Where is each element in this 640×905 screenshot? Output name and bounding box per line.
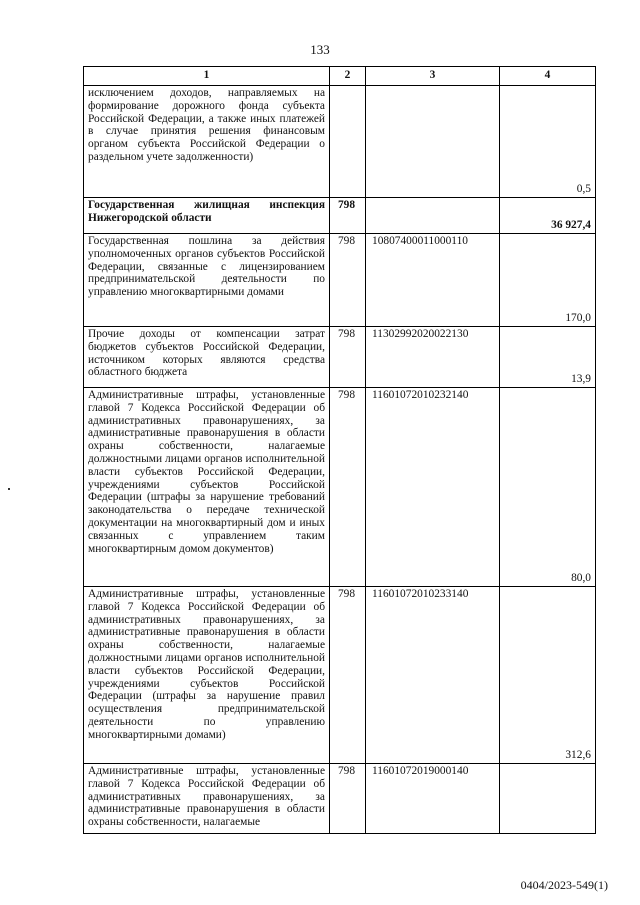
row-amount: 36 927,4 <box>500 198 596 234</box>
row-budget-code: 11601072019000140 <box>366 764 500 834</box>
row-amount: 312,6 <box>500 587 596 764</box>
row-admin-code: 798 <box>330 198 366 234</box>
row-budget-code <box>366 86 500 198</box>
row-admin-code: 798 <box>330 587 366 764</box>
row-admin-code: 798 <box>330 764 366 834</box>
row-amount: 13,9 <box>500 327 596 388</box>
row-budget-code <box>366 198 500 234</box>
row-description: исключением доходов, направляемых на формирование дорожного фонда субъекта Российской Федерации, а также иных платежей в случае принятия решения финансовым органом субъекта Российской Федерации о раздельном учете задолженности) <box>84 86 330 198</box>
row-description: Государственная жилищная инспекция Нижегородской области <box>84 198 330 234</box>
scan-speck <box>8 488 10 490</box>
row-budget-code: 10807400011000110 <box>366 234 500 327</box>
row-description: Административные штрафы, установленные главой 7 Кодекса Российской Федерации об административных правонарушениях, за административные правонарушения в области охраны собственности, налагаемые <box>84 764 330 834</box>
column-header-3: 3 <box>366 67 500 86</box>
row-amount: 170,0 <box>500 234 596 327</box>
row-budget-code: 11302992020022130 <box>366 327 500 388</box>
row-description: Административные штрафы, установленные главой 7 Кодекса Российской Федерации об административных правонарушениях, за административные правонарушения в области охраны собственности, налагаемые должностными лицами органов исполнительной власти субъектов Российской Федерации, учреждениями субъектов Российской Федерации (штрафы за нарушение требований законодательства о передаче технической документации на многоквартирный дом и иных связанных с управлением таким многоквартирным домом документов) <box>84 388 330 587</box>
row-amount <box>500 764 596 834</box>
row-description: Прочие доходы от компенсации затрат бюджетов субъектов Российской Федерации, источником которых являются средства областного бюджета <box>84 327 330 388</box>
row-amount: 80,0 <box>500 388 596 587</box>
column-header-1: 1 <box>84 67 330 86</box>
table-row <box>84 198 596 234</box>
table-row <box>84 587 596 764</box>
page-number: 133 <box>310 42 330 57</box>
row-admin-code: 798 <box>330 388 366 587</box>
table-row <box>84 388 596 587</box>
row-amount: 0,5 <box>500 86 596 198</box>
table-row <box>84 764 596 834</box>
row-admin-code: 798 <box>330 327 366 388</box>
table-row <box>84 86 596 198</box>
table-row <box>84 234 596 327</box>
row-description: Государственная пошлина за действия уполномоченных органов субъектов Российской Федерации, связанные с лицензированием предпринимательской деятельности по управлению многоквартирными домами <box>84 234 330 327</box>
column-header-4: 4 <box>500 67 596 86</box>
revenue-table <box>83 66 596 834</box>
document-reference: 0404/2023-549(1) <box>520 878 608 892</box>
row-budget-code: 11601072010232140 <box>366 388 500 587</box>
column-header-2: 2 <box>330 67 366 86</box>
table-row <box>84 327 596 388</box>
row-budget-code: 11601072010233140 <box>366 587 500 764</box>
row-admin-code <box>330 86 366 198</box>
table-header-row <box>84 67 596 86</box>
row-admin-code: 798 <box>330 234 366 327</box>
row-description: Административные штрафы, установленные главой 7 Кодекса Российской Федерации об административных правонарушениях, за административные правонарушения в области охраны собственности, налагаемые должностными лицами органов исполнительной власти субъектов Российской Федерации, учреждениями субъектов Российской Федерации (штрафы за нарушение правил осуществления предпринимательской деятельности по управлению многоквартирными домами) <box>84 587 330 764</box>
